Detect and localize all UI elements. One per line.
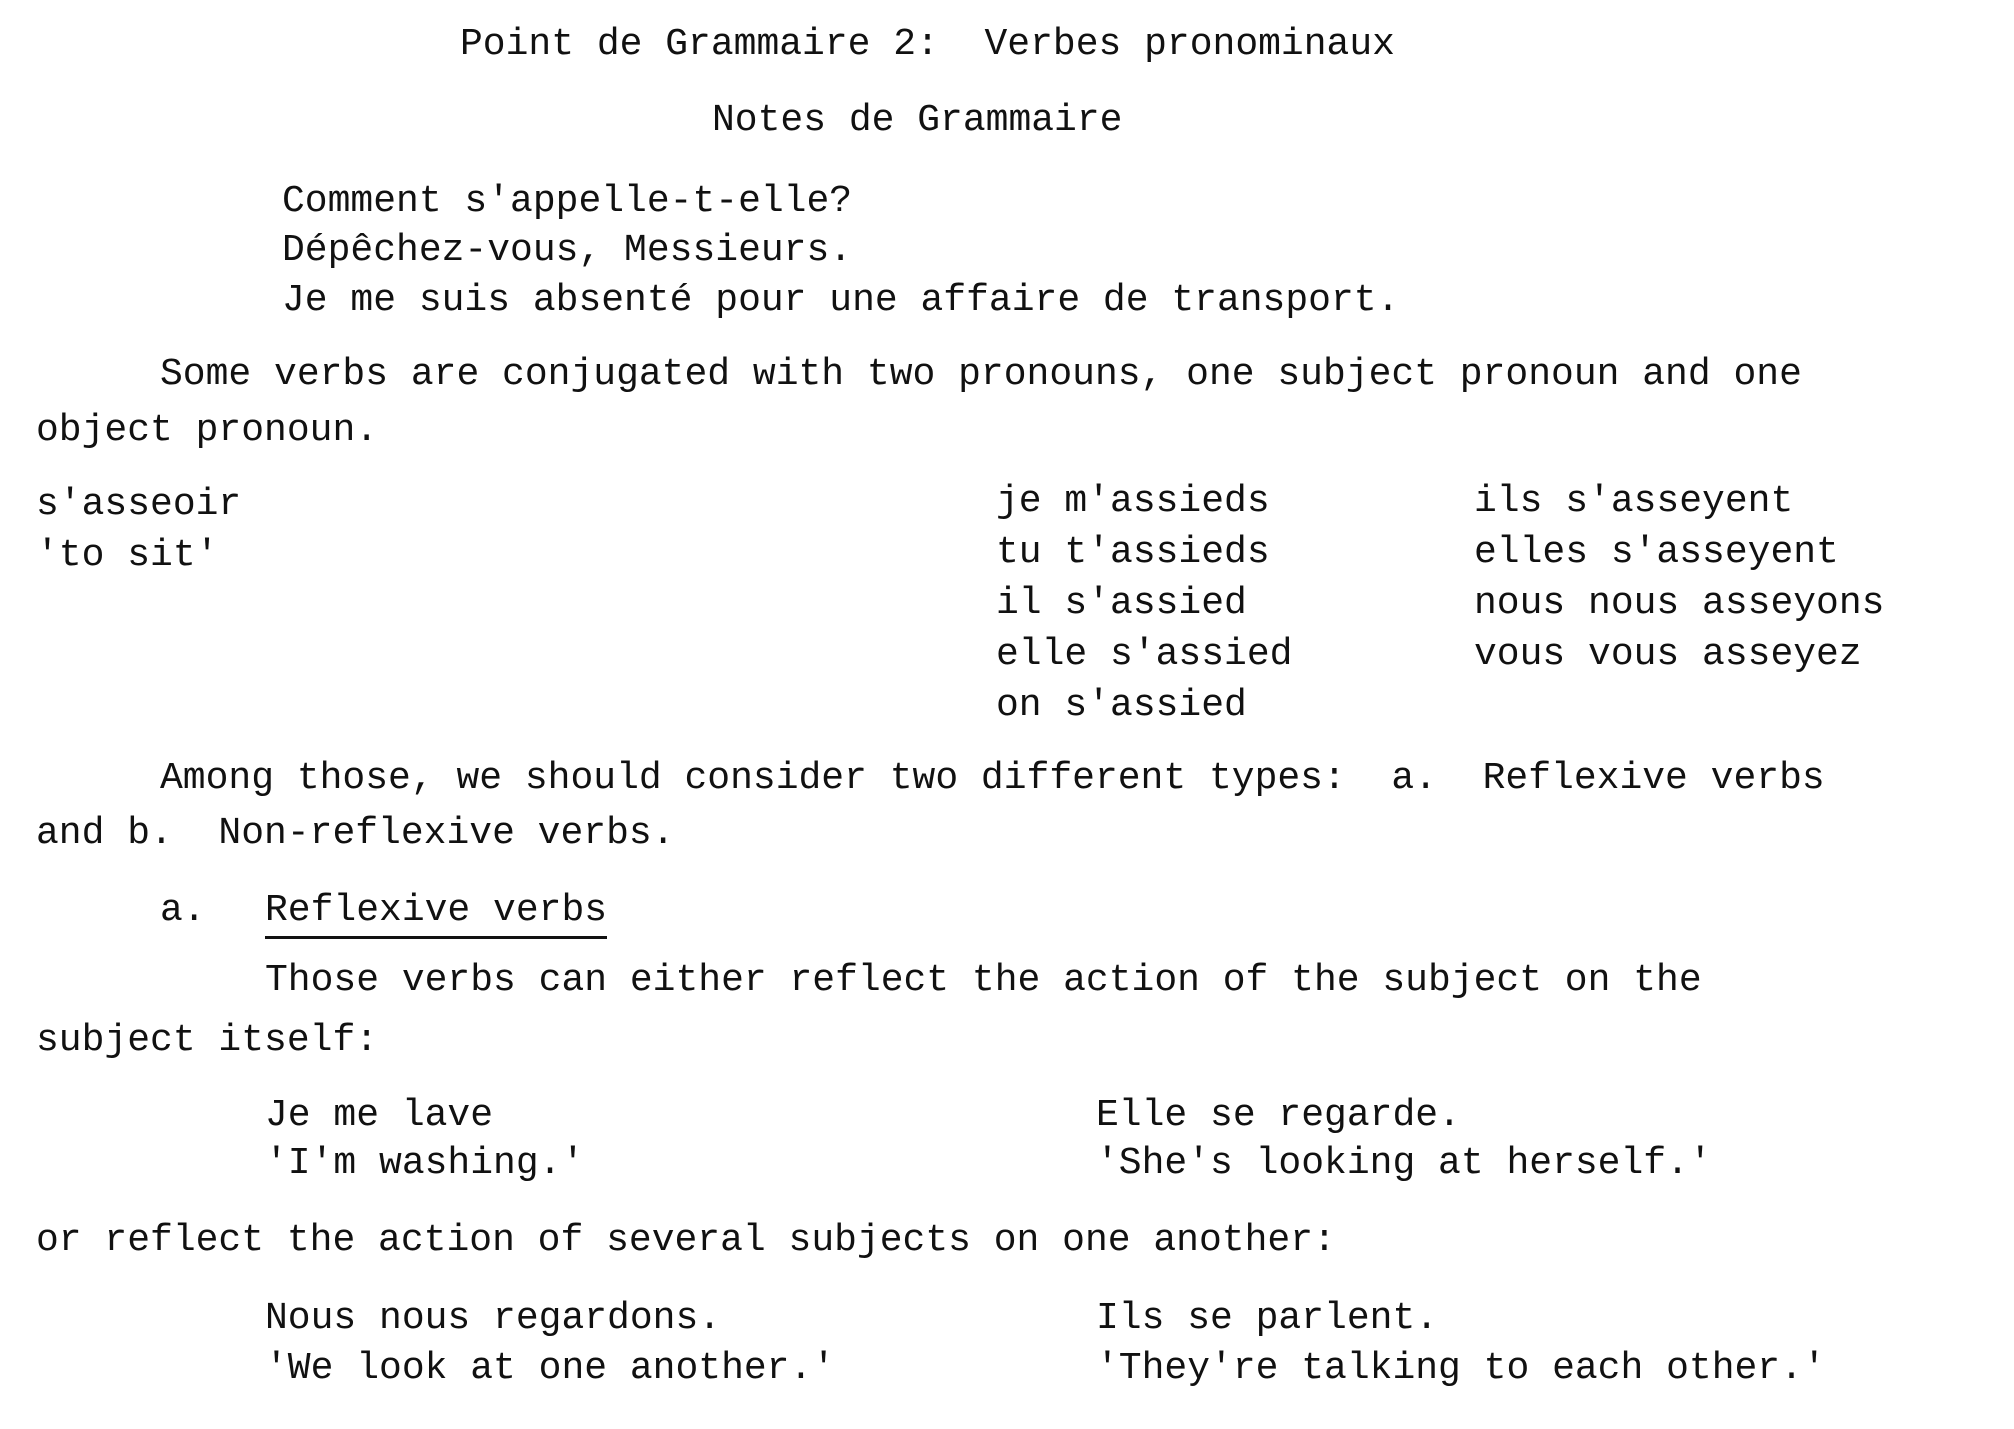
paragraph-line: subject itself:: [36, 1019, 379, 1062]
intro-example: Comment s'appelle-t-elle?: [282, 180, 853, 223]
conjugation-form: il s'assied: [996, 582, 1247, 625]
example-french: Je me lave: [265, 1094, 494, 1137]
conjugation-form: elle s'assied: [996, 633, 1293, 676]
example-english: 'I'm washing.': [265, 1142, 585, 1185]
conjugation-form: vous vous asseyez: [1474, 633, 1862, 676]
conjugation-form: je m'assieds: [996, 480, 1270, 523]
conjugation-form: elles s'asseyent: [1474, 531, 1839, 574]
example-french: Nous nous regardons.: [265, 1297, 722, 1340]
conjugation-gloss: 'to sit': [36, 534, 219, 577]
conjugation-form: nous nous asseyons: [1474, 582, 1885, 625]
paragraph-line: object pronoun.: [36, 409, 379, 452]
paragraph-line: Those verbs can either reflect the action of the subject on the: [265, 959, 1702, 1002]
intro-example: Dépêchez-vous, Messieurs.: [282, 229, 853, 272]
example-english: 'They're talking to each other.': [1096, 1347, 1826, 1390]
paragraph-line: or reflect the action of several subjects on one another:: [36, 1219, 1336, 1262]
example-english: 'We look at one another.': [265, 1347, 836, 1390]
paragraph-line: Among those, we should consider two different types: a. Reflexive verbs: [160, 757, 1825, 800]
paragraph-line: and b. Non-reflexive verbs.: [36, 812, 675, 855]
conjugation-form: tu t'assieds: [996, 531, 1270, 574]
page-subtitle: Notes de Grammaire: [712, 99, 1123, 142]
conjugation-form: on s'assied: [996, 684, 1247, 727]
conjugation-form: ils s'asseyent: [1474, 480, 1794, 523]
page-title: Point de Grammaire 2: Verbes pronominaux: [460, 23, 1395, 66]
example-french: Ils se parlent.: [1096, 1297, 1439, 1340]
paragraph-line: Some verbs are conjugated with two pronouns, one subject pronoun and one: [160, 353, 1802, 396]
conjugation-verb: s'asseoir: [36, 483, 242, 526]
section-heading: Reflexive verbs: [265, 892, 607, 939]
example-english: 'She's looking at herself.': [1096, 1142, 1712, 1185]
section-letter: a.: [160, 889, 206, 932]
intro-example: Je me suis absenté pour une affaire de transport.: [282, 279, 1400, 322]
example-french: Elle se regarde.: [1096, 1094, 1461, 1137]
